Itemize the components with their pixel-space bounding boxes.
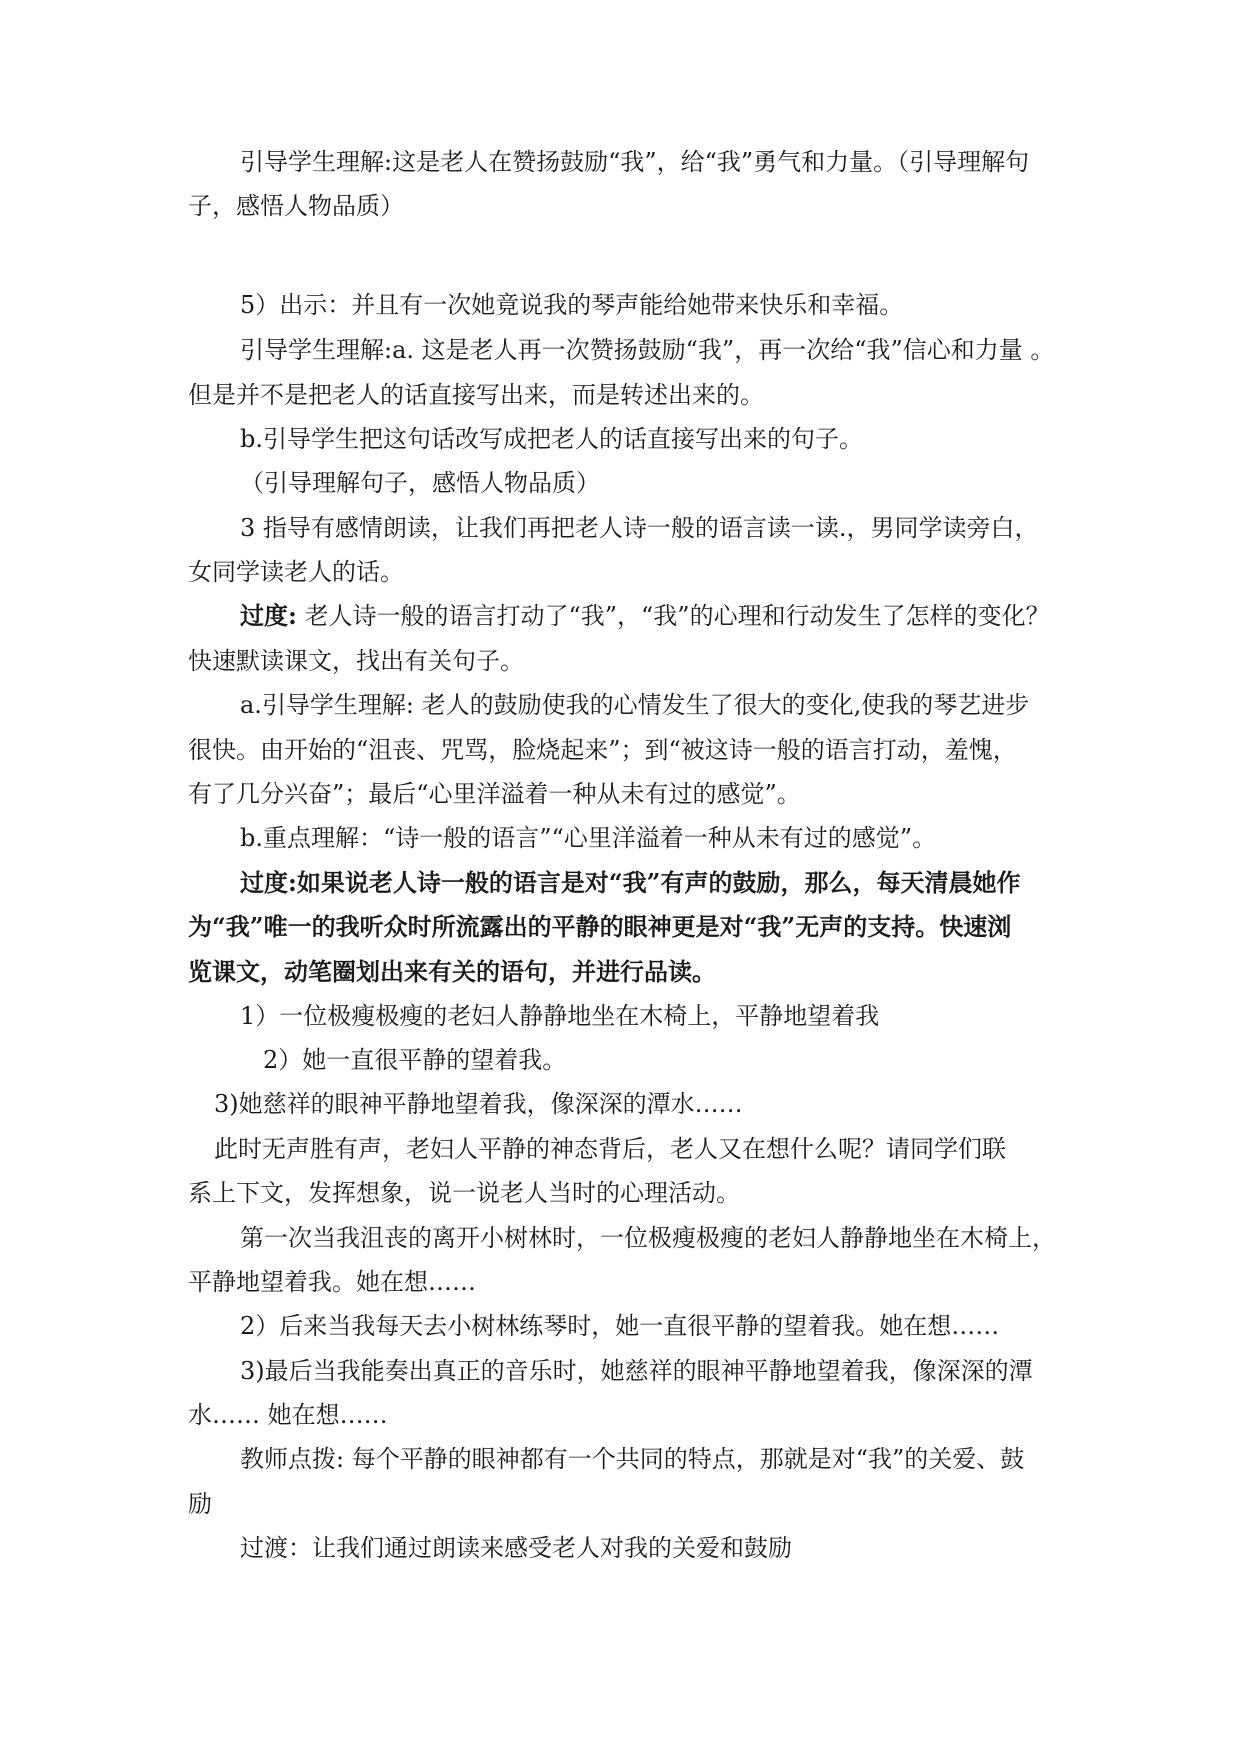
bold-paragraph-line: 过度:如果说老人诗一般的语言是对“我”有声的鼓励，那么，每天清晨她作 [240,868,1021,897]
list-item: 2）她一直很平静的望着我。 [263,1046,567,1074]
transition-text: 老人诗一般的语言打动了“我”，“我”的心理和行动发生了怎样的变化？ [304,602,1050,630]
paragraph-line: b.引导学生把这句话改写成把老人的话直接写出来的句子。 [240,425,863,453]
paragraph-line: 女同学读老人的话。 [188,558,404,586]
bold-paragraph-line: 览课文，动笔圈划出来有关的语句，并进行品读。 [188,957,716,986]
paragraph-line: 此时无声胜有声，老妇人平静的神态背后，老人又在想什么呢？请同学们联 [214,1135,1006,1163]
transition-label: 过度: [240,601,297,630]
list-item: 1）一位极瘦极瘦的老妇人静静地坐在木椅上，平静地望着我 [240,1002,880,1030]
paragraph-line: 过渡：让我们通过朗读来感受老人对我的关爱和鼓励 [240,1534,792,1562]
paragraph-line: 水…… 她在想…… [188,1401,388,1429]
paragraph-line: 快速默读课文，找出有关句子。 [188,647,524,675]
paragraph-line: 平静地望着我。她在想…… [188,1268,476,1296]
list-item: 3)她慈祥的眼神平静地望着我，像深深的潭水…… [214,1090,743,1118]
paragraph-line: b.重点理解：“诗一般的语言”“心里洋溢着一种从未有过的感觉”。 [240,824,937,852]
bold-paragraph-line: 为“我”唯一的我听众时所流露出的平静的眼神更是对“我”无声的支持。快速浏 [188,912,1012,941]
paragraph-line: 5）出示：并且有一次她竟说我的琴声能给她带来快乐和幸福。 [240,291,904,319]
paragraph-line: 3 指导有感情朗读，让我们再把老人诗一般的语言读一读.，男同学读旁白， [240,514,1039,542]
paragraph-line: 引导学生理解:a. 这是老人再一次赞扬鼓励“我”，再一次给“我”信心和力量 。 [240,336,1055,364]
paragraph-line: 有了几分兴奋”；最后“心里洋溢着一种从未有过的感觉”。 [188,780,801,808]
paragraph-line: 系上下文，发挥想象，说一说老人当时的心理活动。 [188,1179,740,1207]
paragraph-line: 励 [188,1490,212,1518]
paragraph-line: 但是并不是把老人的话直接写出来，而是转述出来的。 [188,381,764,409]
transition-line [240,601,1050,631]
paragraph-line: a.引导学生理解: 老人的鼓励使我的心情发生了很大的变化,使我的琴艺进步 [240,691,1030,719]
paragraph-line: 教师点拨: 每个平静的眼神都有一个共同的特点，那就是对“我”的关爱、鼓 [240,1445,1025,1473]
paragraph-line: 2）后来当我每天去小树林练琴时，她一直很平静的望着我。她在想…… [240,1312,1000,1340]
paragraph-line: 第一次当我沮丧的离开小树林时，一位极瘦极瘦的老妇人静静地坐在木椅上， [240,1224,1056,1252]
paragraph-line: 很快。由开始的“沮丧、咒骂，脸烧起来”；到“被这诗一般的语言打动，羞愧， [188,736,1017,764]
paragraph-line: 引导学生理解:这是老人在赞扬鼓励“我”，给“我”勇气和力量。（引导理解句 [240,148,1030,176]
paragraph-line: 3)最后当我能奏出真正的音乐时，她慈祥的眼神平静地望着我，像深深的潭 [240,1357,1033,1385]
paragraph-line: （引导理解句子，感悟人物品质） [240,469,600,497]
paragraph-line: 子，感悟人物品质） [188,192,404,220]
